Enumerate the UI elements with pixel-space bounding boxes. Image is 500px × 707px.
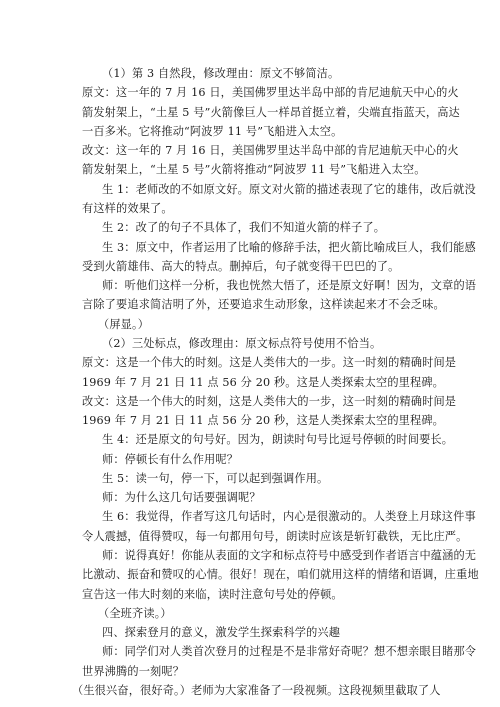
text-line: 生 1：老师改的不如原文好。原文对火箭的描述表现了它的雄伟，改后就没 [102, 182, 476, 196]
text-line: （屏显。） [98, 317, 150, 331]
text-line: （生很兴奋，很好奇。）老师为大家准备了一段视频。这段视频里截取了人 [72, 684, 441, 697]
text-line: 师：说得真好！你能从表面的文字和标点符号中感受到作者语言中蕴涵的无 [102, 549, 477, 563]
text-line: 生 4：还是原文的句号好。因为，朗读时句号比逗号停顿的时间要长。 [102, 433, 454, 447]
text-line: （1）第 3 自然段，修改理由：原文不够简洁。 [102, 67, 340, 80]
text-line: 箭发射架上，“土星 5 号”火箭像巨人一样昂首挺立着，尖端直指蓝天，高达 [82, 105, 460, 119]
text-line: 令人震撼，值得赞叹，每一句都用句号，朗读时应该是斩钉截铁，无比庄严。 [82, 529, 468, 543]
text-line: 受到火箭雄伟、高大的特点。删掉后，句子就变得干巴巴的了。 [82, 259, 400, 273]
text-line: 世界沸腾的一刻呢？ [82, 664, 185, 678]
text-line: 1969 年 7 月 21 日 11 点 56 分 20 秒。这是人类探索太空的里程碑。 [82, 375, 445, 389]
text-line: 改文：这一年的 7 月 16 日，美国佛罗里达半岛中部的肯尼迪航天中心的火 [82, 144, 459, 158]
text-line: 四、探索登月的意义，激发学生探索科学的兴趣 [102, 626, 341, 640]
text-line: 有这样的效果了。 [82, 201, 173, 215]
text-line: 一百多米。它将推动“阿波罗 11 号”飞船进入太空。 [82, 124, 343, 138]
text-line: （2）三处标点，修改理由：原文标点符号使用不恰当。 [102, 336, 382, 350]
text-line: 生 3：原文中，作者运用了比喻的修辞手法，把火箭比喻成巨人，我们能感 [102, 240, 476, 254]
text-line: 原文：这一年的 7 月 16 日，美国佛罗里达半岛中部的肯尼迪航天中心的火 [82, 86, 459, 100]
text-line: 比激动、振奋和赞叹的心情。很好！现在，咱们就用这样的情绪和语调，庄重地 [82, 568, 479, 582]
text-line: 师：听他们这样一分析，我也恍然大悟了，还是原文好啊！因为，文章的语 [102, 279, 477, 293]
text-line: 宣告这一伟大时刻的来临，读时注意句号处的停顿。 [82, 587, 343, 601]
text-line: 1969 年 7 月 21 日 11 点 56 分 20 秒，这是人类探索太空的里程碑。 [82, 414, 445, 428]
text-line: 师：同学们对人类首次登月的过程是不是非常好奇呢？想不想亲眼目睹那令 [102, 645, 477, 659]
text-line: 原文：这是一个伟大的时刻。这是人类伟大的一步。这一时刻的精确时间是 [82, 356, 457, 370]
text-line: 箭发射架上，“土星 5 号”火箭将推动“阿波罗 11 号”飞船进入太空。 [82, 163, 426, 177]
text-line: 生 6：我觉得，作者写这几句话时，内心是很激动的。人类登上月球这件事 [102, 510, 476, 524]
text-line: 师：为什么这几句话要强调呢？ [102, 491, 261, 505]
text-line: 师：停顿长有什么作用呢？ [102, 452, 239, 466]
text-line: 生 2：改了的句子不具体了，我们不知道火箭的样子了。 [102, 221, 386, 235]
text-line: 改文：这是一个伟大的时刻，这是人类伟大的一步，这一时刻的精确时间是 [82, 394, 457, 408]
text-line: 言除了要追求简洁明了外，还要追求生动形象，这样读起来才不会乏味。 [82, 298, 445, 312]
text-line: （全班齐读。） [98, 606, 172, 620]
text-line: 生 5：读一句，停一下，可以起到强调作用。 [102, 471, 329, 485]
